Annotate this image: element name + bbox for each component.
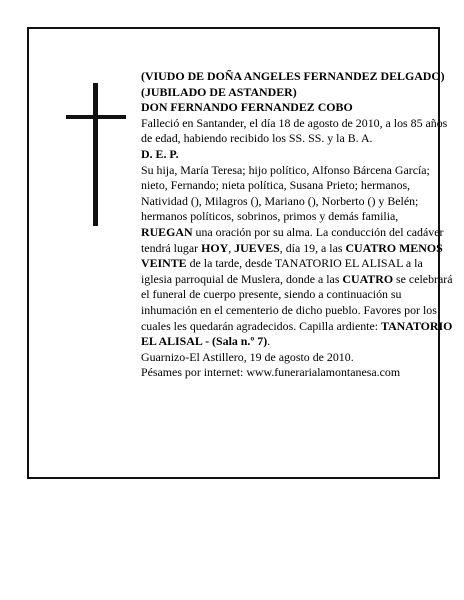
departure-time: CUATRO MENOS VEINTE: [141, 240, 443, 271]
cross-icon-horizontal: [66, 115, 126, 119]
funeral-time: CUATRO: [342, 271, 394, 286]
hoy: HOY: [201, 240, 229, 255]
ruegan: RUEGAN: [141, 224, 193, 239]
widower-header: (VIUDO DE DOÑA ANGELES FERNANDEZ DELGADO) (JUBILADO DE ASTANDER): [141, 69, 445, 99]
rip: D. E. P.: [141, 146, 179, 161]
condolences-line: Pésames por internet: www.funerarialamontanesa.com: [141, 365, 401, 380]
notice-body: [141, 69, 453, 381]
notice-frame: [27, 27, 453, 479]
place-date: Guarnizo-El Astillero, 19 de agosto de 2010.: [141, 349, 354, 364]
deceased-name: DON FERNANDO FERNANDEZ COBO: [141, 100, 353, 115]
cross-icon-vertical: [93, 83, 98, 226]
ceremony-details: RUEGAN una oración por su alma. La conducción del cadáver tendrá lugar HOY, JUEVES, día 19, a las CUATRO MENOS VEINTE de la tarde, desde TANATORIO EL ALISAL a la iglesia parroquial de Muslera, donde a las CUATRO se celebrará el funeral de cuerpo presente, siendo a continuación su inhumación en el cementerio de dicho pueblo. Favores por los cuales les quedarán agradecidos. Capilla ardiente: TANATORIO EL ALISAL - (Sala n.º 7).: [141, 224, 453, 349]
family-list: Su hija, María Teresa; hijo político, Alfonso Bárcena García; nieto, Fernando; nieta política, Susana Prieto; hermanos, Natividad (), Milagros (), Mariano (), Norberto () y Belén; hermanos políticos, sobrinos, primos y demás familia,: [141, 162, 430, 224]
sacraments-line: de edad, habiendo recibido los SS. SS. y la B. A.: [141, 131, 373, 146]
jueves: JUEVES: [234, 240, 280, 255]
chapel-name: TANATORIO EL ALISAL - (Sala n.º 7): [141, 318, 453, 349]
death-line: Falleció en Santander, el día 18 de agosto de 2010, a los 85 años: [141, 115, 448, 130]
